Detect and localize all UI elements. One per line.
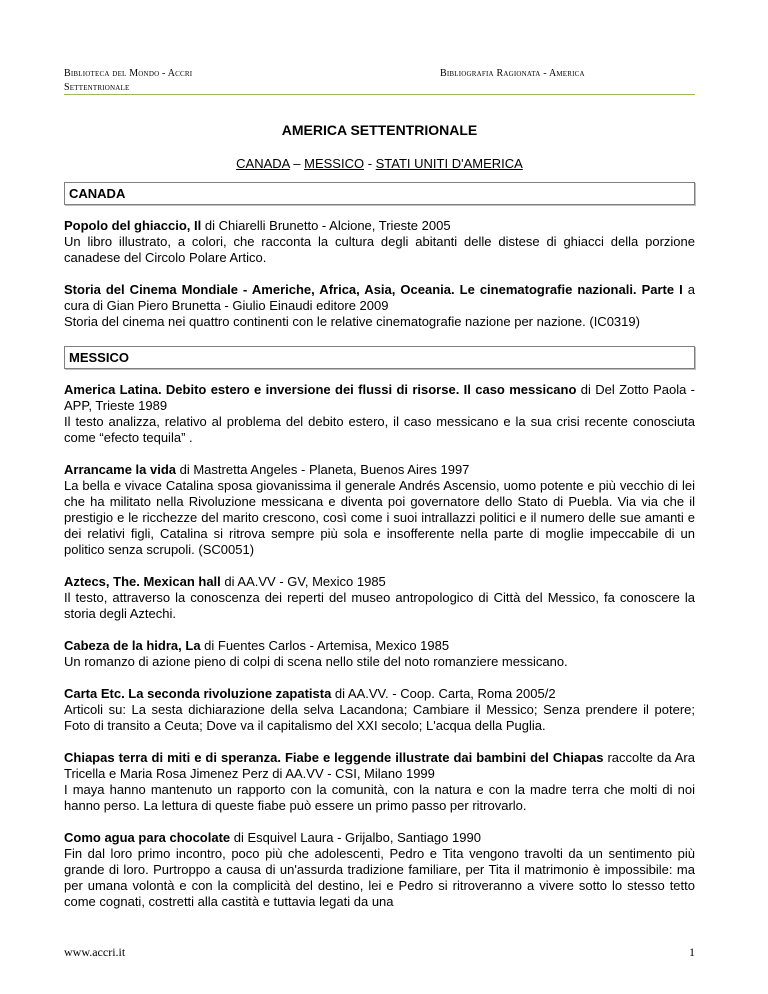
bibliography-entry xyxy=(64,830,695,910)
entry-title: Storia del Cinema Mondiale - Americhe, Africa, Asia, Oceania. Le cinematografie nazionali. Parte I xyxy=(64,282,683,297)
bibliography-entry xyxy=(64,282,695,330)
entry-title: Carta Etc. La seconda rivoluzione zapatista xyxy=(64,686,332,701)
entry-title: Cabeza de la hidra, La xyxy=(64,638,201,653)
entry-meta: di AA.VV - GV, Mexico 1985 xyxy=(220,574,386,589)
link-stati-uniti[interactable]: STATI UNITI D'AMERICA xyxy=(375,156,523,171)
bibliography-entry xyxy=(64,638,695,670)
entry-description: I maya hanno mantenuto un rapporto con la comunità, con la natura e con la madre terra che molti di noi hanno perso. La lettura di queste fiabe può essere un primo passo per ritrovarlo. xyxy=(64,782,695,813)
bibliography-entry xyxy=(64,462,695,558)
entry-description: Un libro illustrato, a colori, che racconta la cultura degli abitanti delle distese di ghiacci della porzione canadese del Circolo Polare Artico. xyxy=(64,234,695,265)
entry-meta: di Chiarelli Brunetto - Alcione, Trieste 2005 xyxy=(201,218,451,233)
bibliography-entry xyxy=(64,686,695,734)
bibliography-entry xyxy=(64,382,695,446)
entry-description: Il testo, attraverso la conoscenza dei reperti del museo antropologico di Città del Messico, fa conoscere la storia degli Aztechi. xyxy=(64,590,695,621)
link-messico[interactable]: MESSICO xyxy=(304,156,365,171)
page-title: AMERICA SETTENTRIONALE xyxy=(281,122,478,138)
entry-meta: di Del Zotto Paola - APP, Trieste 1989 xyxy=(64,382,695,413)
section-heading: CANADA xyxy=(64,182,695,205)
entry-meta: di Fuentes Carlos - Artemisa, Mexico 1985 xyxy=(200,638,450,653)
running-header-right: Bibliografia Ragionata - America xyxy=(440,68,585,79)
entry-description: Fin dal loro primo incontro, poco più che adolescenti, Pedro e Tita vengono travolti da un sentimento più grande di loro. Purtroppo a causa di un'assurda tradizione familiare, per Tita il matrimonio è impossibile: ma per umana volontà e con la complicità del destino, lei e Pedro si ritroveranno a vivere sotto lo stesso tetto come cognati, costretti alla castità e tuttavia legati da una xyxy=(64,846,695,909)
entry-title: Arrancame la vida xyxy=(64,462,177,477)
page-number: 1 xyxy=(689,945,695,959)
running-header-left xyxy=(64,67,274,95)
section-messico xyxy=(64,346,695,910)
entry-description: Un romanzo di azione pieno di colpi di scena nello stile del noto romanziere messicano. xyxy=(64,654,568,669)
entry-title: Chiapas terra di miti e di speranza. Fiabe e leggende illustrate dai bambini del Chiapas xyxy=(64,750,604,765)
entry-description: La bella e vivace Catalina sposa giovanissima il generale Andrés Ascensio, uomo potente e più vecchio di lei che ha militato nella Rivoluzione messicana e diventa poi governatore dello Stato di Puebla. Via via che il prestigio e le ricchezze del marito crescono, così come i suoi intrallazzi politici e il numero delle sue amanti e dei relativi figli, Catalina si ritrova sempre più sola e insofferente nella parte di moglie impeccabile di un politico senza scrupoli. (SC0051) xyxy=(64,478,695,557)
entry-title: America Latina. Debito estero e inversione dei flussi di risorse. Il caso messicano xyxy=(64,382,577,397)
entry-meta: di AA.VV. - Coop. Carta, Roma 2005/2 xyxy=(331,686,556,701)
entry-title: Como agua para chocolate xyxy=(64,830,231,845)
section-heading: MESSICO xyxy=(64,346,695,369)
entry-meta: a cura di Gian Piero Brunetta - Giulio Einaudi editore 2009 xyxy=(64,282,695,313)
header-left-line2: Settentrionale xyxy=(64,82,130,93)
footer-url[interactable]: www.accri.it xyxy=(64,945,126,959)
main-content xyxy=(64,120,695,926)
entry-description: Articoli su: La sesta dichiarazione della selva Lacandona; Cambiare il Messico; Senza prendere il potere; Foto di transito a Ceuta; Dove va il capitalismo del XXI secolo; L'acqua della Puglia. xyxy=(64,702,695,733)
entry-title: Popolo del ghiaccio, Il xyxy=(64,218,202,233)
link-separator: - xyxy=(364,156,376,171)
bibliography-entry xyxy=(64,218,695,266)
section-canada xyxy=(64,182,695,330)
header-divider xyxy=(64,94,695,95)
entry-description: Il testo analizza, relativo al problema del debito estero, il caso messicano e la sua crisi recente conosciuta come “efecto tequila” . xyxy=(64,414,695,445)
bibliography-entry xyxy=(64,750,695,814)
header-left-line1: Biblioteca del Mondo - Accri xyxy=(64,68,193,79)
link-canada[interactable]: CANADA xyxy=(236,156,290,171)
entry-meta: di Mastretta Angeles - Planeta, Buenos Aires 1997 xyxy=(176,462,470,477)
entry-description: Storia del cinema nei quattro continenti con le relative cinematografie nazione per nazione. (IC0319) xyxy=(64,314,640,329)
country-links xyxy=(64,156,695,172)
entry-meta: raccolte da Ara Tricella e Maria Rosa Jimenez Perz di AA.VV - CSI, Milano 1999 xyxy=(64,750,695,781)
bibliography-entry xyxy=(64,574,695,622)
entry-title: Aztecs, The. Mexican hall xyxy=(64,574,221,589)
link-separator: – xyxy=(289,156,305,171)
entry-meta: di Esquivel Laura - Grijalbo, Santiago 1990 xyxy=(230,830,481,845)
